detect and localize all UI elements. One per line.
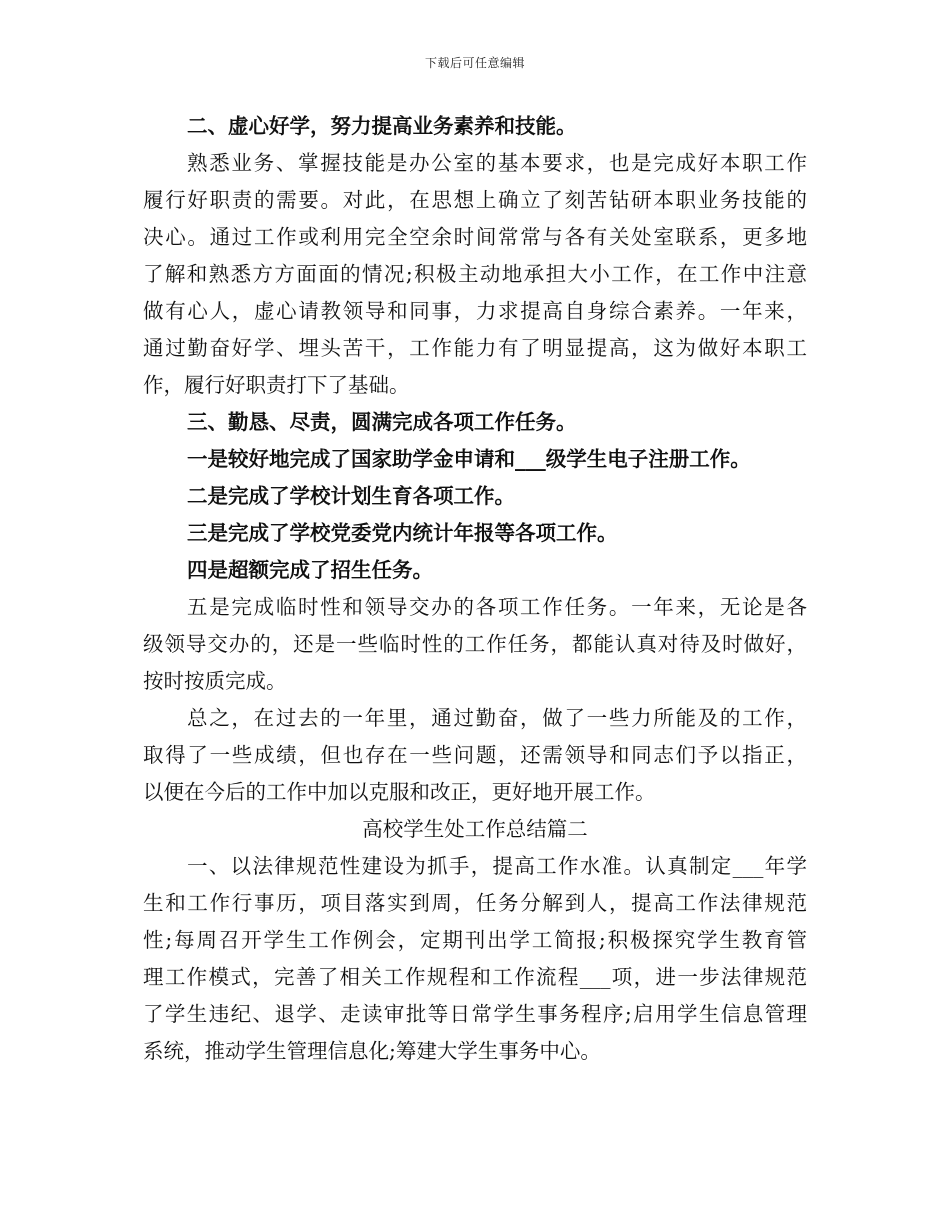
task-item-3: 三是完成了学校党委党内统计年报等各项工作。 — [187, 521, 618, 545]
task-item-4: 四是超额完成了招生任务。 — [187, 558, 433, 582]
task-item-2: 二是完成了学校计划生育各项工作。 — [187, 484, 515, 508]
paragraph-line: 做有心人，虚心请教领导和同事，力求提高自身综合素养。一年来， — [143, 299, 807, 323]
paragraph-line: 了解和熟悉方方面面的情况;积极主动地承担大小工作，在工作中注意 — [143, 262, 807, 286]
paragraph-line: 以便在今后的工作中加以克服和改正，更好地开展工作。 — [143, 780, 656, 804]
paragraph-line: 了学生违纪、退学、走读审批等日常学生事务程序;启用学生信息管理 — [143, 1002, 807, 1026]
paragraph-line: 性;每周召开学生工作例会，定期刊出学工简报;积极探究学生教育管 — [143, 928, 807, 952]
paragraph-line: 履行好职责的需要。对此，在思想上确立了刻苦钻研本职业务技能的 — [143, 188, 807, 212]
paragraph-line: 通过勤奋好学、埋头苦干，工作能力有了明显提高，这为做好本职工 — [143, 336, 807, 360]
paragraph-line: 级领导交办的，还是一些临时性的工作任务，都能认真对待及时做好， — [143, 632, 807, 656]
article-title: 高校学生处工作总结篇二 — [362, 817, 588, 841]
paragraph-line: 作，履行好职责打下了基础。 — [143, 373, 410, 397]
paragraph-line: 取得了一些成绩，但也存在一些问题，还需领导和同志们予以指正， — [143, 743, 807, 767]
document-body — [143, 108, 807, 1070]
paragraph-line: 一、以法律规范性建设为抓手，提高工作水准。认真制定___年学 — [187, 854, 807, 878]
section-heading-3: 三、勤恳、尽责，圆满完成各项工作任务。 — [187, 410, 577, 434]
paragraph-line: 总之，在过去的一年里，通过勤奋，做了一些力所能及的工作， — [187, 706, 807, 730]
paragraph-line: 决心。通过工作或利用完全空余时间常常与各有关处室联系，更多地 — [143, 225, 807, 249]
paragraph-line: 按时按质完成。 — [143, 669, 287, 693]
section-heading-2: 二、虚心好学，努力提高业务素养和技能。 — [187, 114, 577, 138]
paragraph-line: 五是完成临时性和领导交办的各项工作任务。一年来，无论是各 — [187, 595, 807, 619]
paragraph-line: 生和工作行事历，项目落实到周，任务分解到人，提高工作法律规范 — [143, 891, 807, 915]
header-note: 下载后可任意编辑 — [424, 56, 525, 70]
paragraph-line: 理工作模式，完善了相关工作规程和工作流程___项，进一步法律规范 — [143, 965, 807, 989]
task-item-1: 一是较好地完成了国家助学金申请和___级学生电子注册工作。 — [187, 447, 751, 471]
paragraph-line: 系统，推动学生管理信息化;筹建大学生事务中心。 — [143, 1039, 601, 1063]
paragraph-line: 熟悉业务、掌握技能是办公室的基本要求，也是完成好本职工作 — [187, 151, 807, 175]
